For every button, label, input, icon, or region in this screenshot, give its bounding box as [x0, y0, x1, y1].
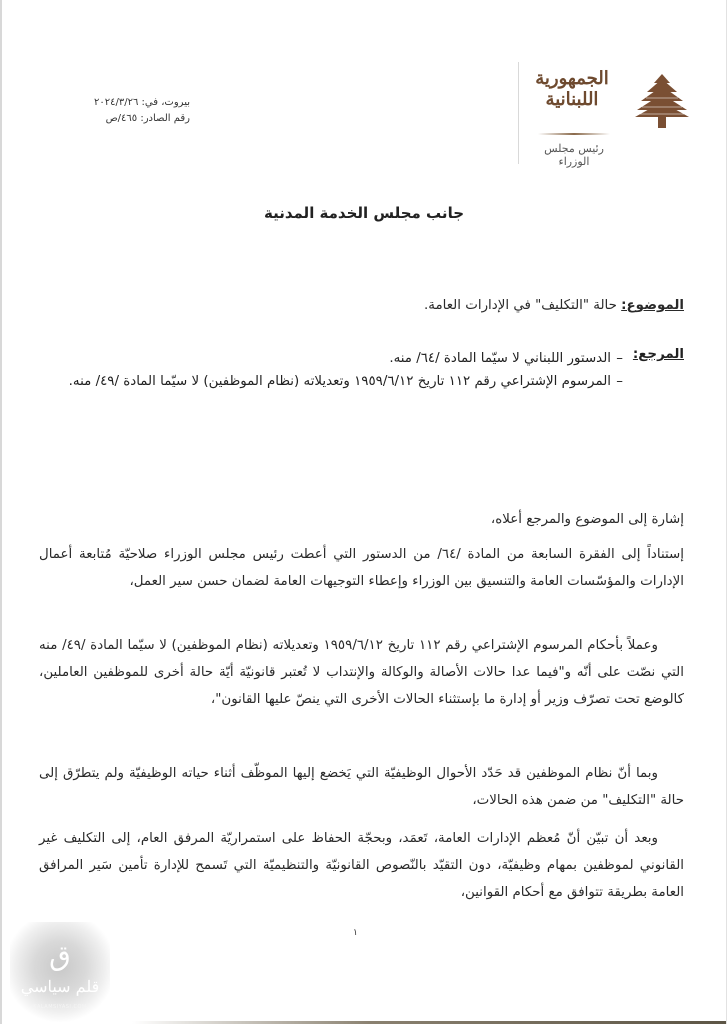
body-paragraph: وعملاً بأحكام المرسوم الإشتراعي رقم ١١٢ تاريخ ١٩٥٩/٦/١٢ وتعديلاته (نظام الموظفين) لا سيّما المادة /٤٩/ منه التي نصّت على أنّه و"فيما عدا حالات الأصالة والوكالة والإنتداب لا تُعتبر قانونيّة أيّة حالة أخرى للموظفين العاملين، كالوضع تحت تصرّف وزير أو إدارة ما بإستثناء الحالات الأخرى التي ينصّ عليها القانون"،: [39, 638, 684, 707]
watermark-name: قلم سياسي: [20, 977, 100, 996]
reference-list: [43, 347, 623, 393]
date-and-reference-block: [60, 95, 190, 127]
reference-item-text: المرسوم الإشتراعي رقم ١١٢ تاريخ ١٩٥٩/٦/١٢ وتعديلاته (نظام الموظفين) لا سيّما المادة /٤٩/ منه.: [68, 374, 611, 389]
letterhead-underline: [538, 133, 610, 135]
reference-label: المرجع:: [632, 347, 684, 362]
subject-text: حالة "التكليف" في الإدارات العامة.: [424, 298, 622, 313]
letterhead-title: [532, 68, 612, 110]
letterhead-title-line1: الجمهورية: [535, 68, 609, 89]
letterhead-divider: [518, 62, 519, 164]
subject-line: [264, 298, 684, 313]
reference-item: – الدستور اللبناني لا سيّما المادة /٦٤/ منه.: [389, 351, 623, 366]
watermark-logo: [10, 922, 110, 1022]
reference-item-text: الدستور اللبناني لا سيّما المادة /٦٤/ منه.: [389, 351, 611, 366]
reference-item: – المرسوم الإشتراعي رقم ١١٢ تاريخ ١٩٥٩/٦/١٢ وتعديلاته (نظام الموظفين) لا سيّما المادة /٤٩/ منه.: [68, 374, 623, 389]
cedar-tree-icon: [632, 70, 692, 130]
body-paragraph: وبما أنّ نظام الموظفين قد حَدّد الأحوال الوظيفيّة التي يَخضع إليها الموظّف أثناء حياته الوظيفيّة ولم يتطرّق إلى حالة "التكليف" من ضمن هذه الحالات،: [39, 766, 684, 808]
body-paragraph-intro: إشارة إلى الموضوع والمرجع أعلاه،: [490, 512, 684, 527]
watermark-mark-icon: ق: [49, 939, 71, 972]
issue-number: رقم الصادر: ٤٦٥/ص: [105, 113, 190, 124]
subject-label: الموضوع:: [621, 298, 684, 313]
watermark-url: KALAMSIYASI.COM: [33, 1004, 87, 1010]
body-paragraph: إستناداً إلى الفقرة السابعة من المادة /٦٤/ من الدستور التي أعطت رئيس مجلس الوزراء صلاحيّة مُتابعة أعمال الإدارات والمؤسّسات العامة والتنسيق بين الوزراء وإعطاء التوجيهات العامة لضمان حسن سير العمل،: [39, 547, 684, 589]
addressee-heading: جانب مجلس الخدمة المدنية: [263, 204, 465, 222]
body-paragraph: وبعد أن تبيّن أنّ مُعظم الإدارات العامة، تَعمَد، وبحجّة الحفاظ على استمراريّة المرفق العام، إلى التكليف غير القانوني لموظفين بمهام وظيفيّة، دون التقيّد بالنّصوص القانونيّة والتنظيميّة التي تَسمح للإدارة تأمين سَير المرافق العامة بطريقة تتوافق مع أحكام القوانين،: [39, 831, 684, 900]
place-date: بيروت، في: ٢٠٢٤/٣/٢٦: [94, 97, 190, 108]
letterhead-title-line2: اللبنانية: [545, 89, 599, 110]
letterhead-subtitle: رئيس مجلس الوزراء: [544, 142, 604, 168]
page-number: ١: [353, 928, 358, 938]
